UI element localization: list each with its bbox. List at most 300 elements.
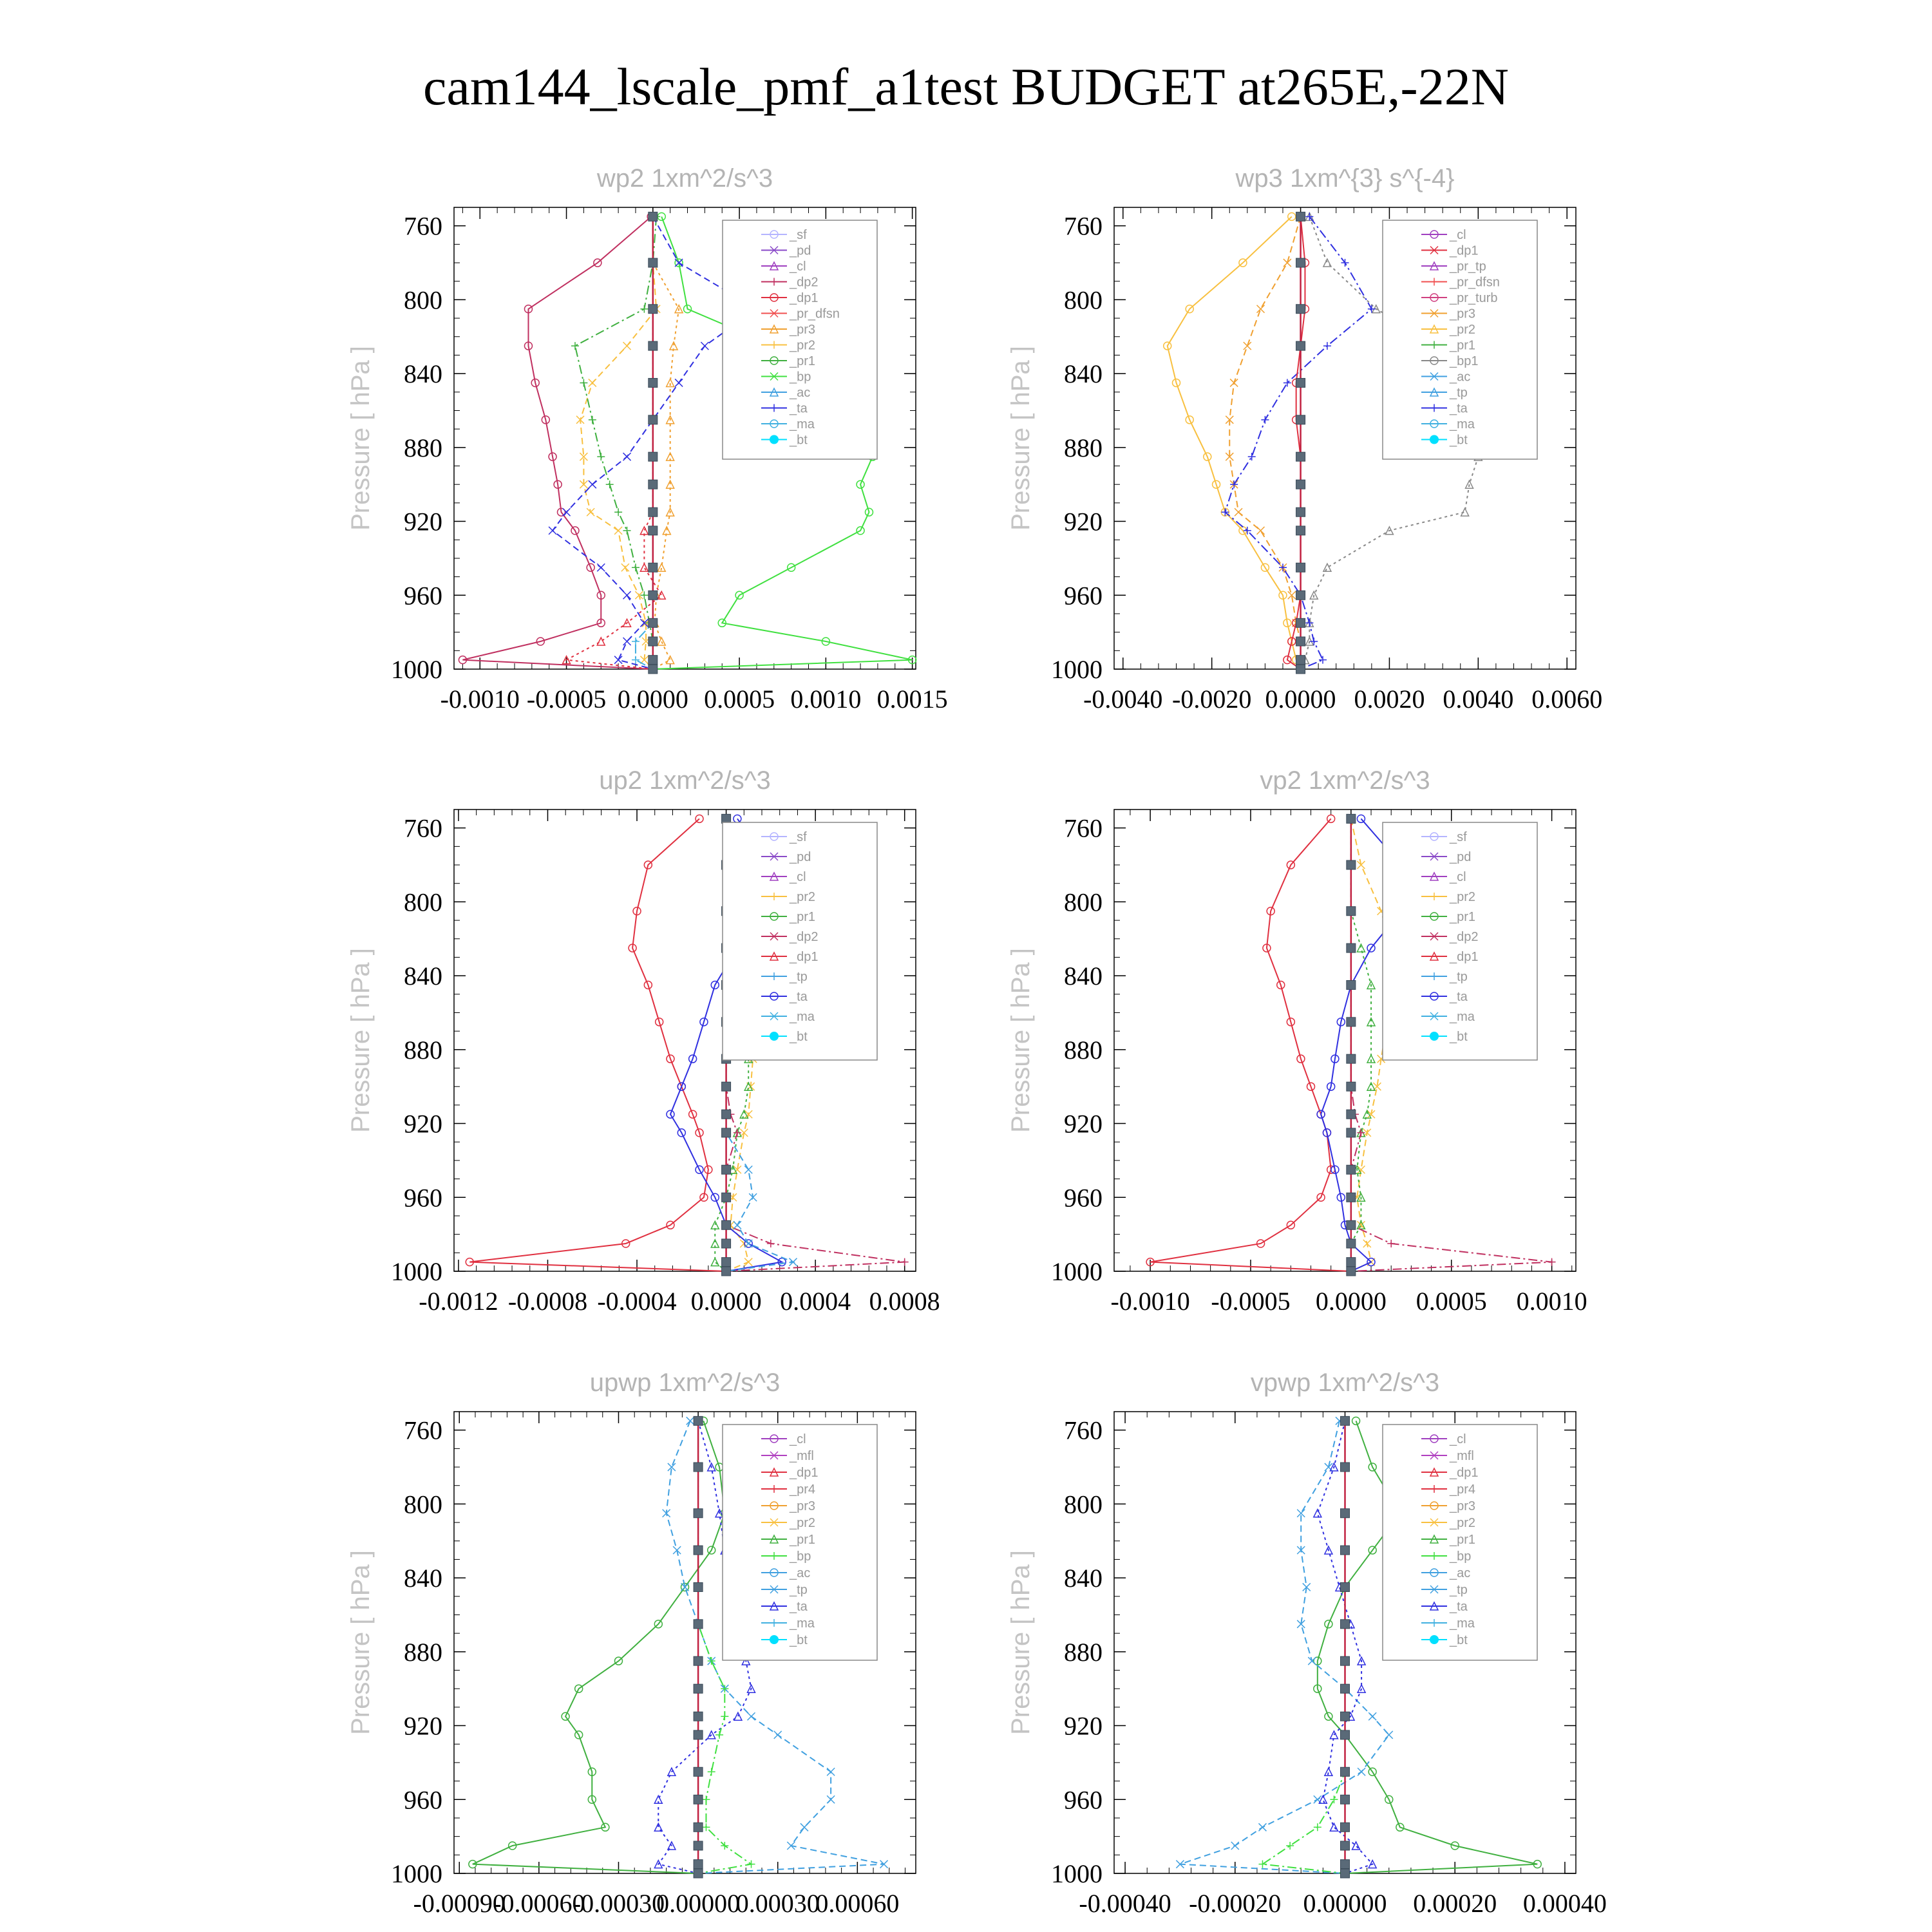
zero-budget-marker [649, 212, 658, 221]
x-tick-label: 0.0015 [876, 685, 948, 714]
data-point [774, 1731, 782, 1739]
y-tick-label: 920 [404, 1711, 442, 1741]
y-tick-label: 920 [1064, 1711, 1103, 1741]
legend-label: _bt [1450, 1030, 1468, 1044]
data-point [1323, 564, 1331, 571]
series-line [653, 216, 679, 669]
legend-label: _bt [790, 1633, 808, 1647]
data-point [589, 379, 596, 386]
legend-label: _pr3 [1450, 307, 1476, 321]
data-point [1286, 1842, 1294, 1850]
data-point [1258, 1861, 1266, 1868]
zero-budget-marker [694, 1767, 703, 1776]
zero-budget-marker [649, 452, 658, 461]
data-point [721, 1712, 728, 1720]
x-tick-label: 0.0000 [1315, 1287, 1387, 1316]
data-point [744, 1166, 752, 1173]
zero-budget-marker [694, 1712, 703, 1721]
data-point [580, 379, 587, 386]
chart-panel-5 [346, 1368, 916, 1918]
legend-label: _ma [790, 417, 815, 431]
legend-label: _dp1 [790, 291, 819, 305]
legend-label: _pr1 [790, 354, 816, 368]
y-tick-label: 840 [1064, 1564, 1103, 1593]
legend-label: _ma [1450, 417, 1475, 431]
x-tick-label: 0.0000 [617, 685, 688, 714]
legend-label: _dp1 [790, 1466, 819, 1480]
data-point [1319, 656, 1327, 664]
zero-budget-marker [1341, 1463, 1350, 1472]
legend-label: _sf [790, 228, 807, 242]
x-tick-label: -0.00060 [493, 1889, 585, 1918]
data-point [901, 1258, 909, 1266]
y-tick-label: 880 [1064, 1637, 1103, 1667]
legend-label: _mfl [1450, 1449, 1474, 1463]
legend-label: _pr3 [790, 1499, 816, 1513]
zero-budget-marker [649, 258, 658, 267]
x-tick-label: -0.0004 [597, 1287, 677, 1316]
legend-label: _ac [790, 386, 811, 400]
zero-budget-marker [694, 1795, 703, 1804]
x-tick-label: 0.00060 [815, 1889, 900, 1918]
legend-label: _tp [790, 1583, 808, 1597]
legend-label: _tp [1450, 1583, 1468, 1597]
y-tick-label: 960 [1064, 581, 1103, 611]
data-point [1314, 1510, 1321, 1517]
chart-main-title: cam144_lscale_pmf_a1test BUDGET at265E,-22N [423, 57, 1509, 116]
y-tick-label: 920 [404, 1109, 442, 1139]
series-dp1 [1283, 213, 1309, 673]
legend-label: _dp2 [790, 275, 819, 290]
zero-budget-marker [649, 637, 658, 646]
data-point [658, 638, 665, 645]
data-point [1258, 1823, 1266, 1831]
zero-budget-marker [1341, 1620, 1350, 1629]
legend-label: _dp1 [1450, 1466, 1479, 1480]
zero-budget-marker [1341, 1795, 1350, 1804]
legend-label: _bt [1450, 1633, 1468, 1647]
data-point [827, 1768, 835, 1776]
legend-label: _cl [1450, 1432, 1466, 1446]
x-tick-label: -0.00090 [413, 1889, 506, 1918]
data-point [1257, 527, 1265, 535]
zero-budget-marker [1341, 1509, 1350, 1518]
data-point [571, 342, 579, 350]
legend-label: _pr2 [1450, 890, 1476, 904]
data-point [640, 527, 648, 535]
series-line [469, 819, 726, 1271]
data-point [587, 508, 594, 516]
zero-budget-marker [694, 1620, 703, 1629]
legend-marker [770, 435, 779, 444]
legend-label: _pr_tp [1450, 260, 1486, 274]
legend-label: _ac [790, 1566, 811, 1580]
series-line [567, 216, 662, 669]
legend-label: _ta [790, 1600, 808, 1614]
legend-label: _pr3 [790, 323, 816, 337]
zero-budget-marker [649, 526, 658, 535]
data-point [1283, 259, 1291, 267]
zero-budget-marker [1296, 378, 1305, 387]
y-tick-label: 1000 [1051, 1859, 1103, 1888]
zero-budget-marker [1347, 860, 1356, 869]
panel-title: wp2 1xm^2/s^3 [596, 164, 773, 193]
y-tick-label: 960 [404, 1785, 442, 1815]
data-point [748, 1861, 755, 1868]
zero-budget-marker [722, 814, 731, 823]
legend-label: _ta [1450, 1600, 1468, 1614]
data-point [1235, 508, 1242, 516]
legend-label: _tp [1450, 970, 1468, 984]
legend-label: _ac [1450, 1566, 1471, 1580]
zero-budget-marker [722, 1220, 731, 1229]
data-point [701, 342, 708, 350]
zero-budget-marker [694, 1730, 703, 1739]
x-tick-label: -0.0010 [440, 685, 520, 714]
legend-label: _sf [790, 830, 807, 844]
data-point [744, 1240, 752, 1247]
zero-budget-marker [1347, 1258, 1356, 1267]
chart-panel-2 [1007, 164, 1602, 714]
zero-budget-marker [1341, 1582, 1350, 1591]
zero-budget-marker [722, 1193, 731, 1202]
zero-budget-marker [722, 1082, 731, 1091]
y-tick-label: 1000 [1051, 1257, 1103, 1286]
data-point [827, 1795, 835, 1803]
zero-budget-marker [649, 378, 658, 387]
zero-budget-marker [649, 656, 658, 665]
zero-budget-marker [1347, 907, 1356, 916]
zero-budget-marker [1341, 1546, 1350, 1555]
zero-budget-marker [1347, 1054, 1356, 1063]
series-line [575, 216, 656, 669]
data-point [1323, 342, 1331, 350]
data-point [1357, 944, 1365, 952]
zero-budget-marker [649, 618, 658, 627]
y-tick-label: 880 [404, 1637, 442, 1667]
data-point [715, 1731, 723, 1739]
zero-budget-marker [1296, 563, 1305, 572]
zero-budget-marker [1347, 1082, 1356, 1091]
legend-label: _bp [790, 370, 811, 384]
y-axis-label: Pressure [ hPa ] [1007, 948, 1035, 1133]
legend-label: _dp2 [1450, 930, 1479, 944]
zero-budget-marker [694, 1684, 703, 1693]
zero-budget-marker [649, 563, 658, 572]
zero-budget-marker [1341, 1841, 1350, 1850]
zero-budget-marker [694, 1582, 703, 1591]
panel-title: vp2 1xm^2/s^3 [1260, 766, 1430, 795]
x-tick-label: 0.0010 [1516, 1287, 1587, 1316]
x-tick-label: 0.00000 [656, 1889, 741, 1918]
zero-budget-marker [1341, 1823, 1350, 1832]
legend-marker [770, 1032, 779, 1041]
zero-budget-marker [694, 1841, 703, 1850]
legend-label: _ta [1450, 990, 1468, 1004]
legend-label: _pr_dfsn [1450, 275, 1500, 290]
zero-budget-marker [1296, 665, 1305, 674]
zero-budget-marker [694, 1860, 703, 1869]
data-point [675, 379, 683, 386]
data-point [623, 527, 631, 535]
x-tick-label: -0.00030 [572, 1889, 665, 1918]
zero-budget-marker [1341, 1684, 1350, 1693]
y-tick-label: 960 [1064, 1785, 1103, 1815]
data-point [1248, 453, 1256, 460]
panel-title: upwp 1xm^2/s^3 [589, 1368, 781, 1397]
legend-label: _pr3 [1450, 1499, 1476, 1513]
y-tick-label: 760 [404, 813, 442, 843]
legend-label: _cl [1450, 870, 1466, 884]
zero-budget-marker [694, 1823, 703, 1832]
data-point [632, 564, 639, 571]
zero-budget-marker [1296, 305, 1305, 314]
zero-budget-marker [1347, 1193, 1356, 1202]
zero-budget-marker [1296, 341, 1305, 350]
data-point [711, 1221, 719, 1229]
legend-label: _pr4 [790, 1482, 816, 1497]
zero-budget-marker [722, 1128, 731, 1137]
data-point [1310, 638, 1318, 645]
zero-budget-marker [1347, 1267, 1356, 1276]
data-point [1261, 416, 1269, 424]
y-axis-label: Pressure [ hPa ] [1007, 346, 1035, 531]
zero-budget-marker [649, 415, 658, 424]
zero-budget-marker [1296, 212, 1305, 221]
legend-marker [1430, 435, 1439, 444]
y-tick-label: 880 [404, 433, 442, 462]
data-point [1244, 342, 1251, 350]
zero-budget-marker [722, 1165, 731, 1174]
zero-budget-marker [1341, 1712, 1350, 1721]
series-pr1 [469, 1417, 728, 1877]
y-tick-label: 760 [1064, 1416, 1103, 1445]
zero-budget-marker [1296, 637, 1305, 646]
data-point [1368, 1712, 1376, 1720]
x-tick-label: -0.00040 [1079, 1889, 1171, 1918]
zero-budget-marker [694, 1463, 703, 1472]
legend-label: _pr1 [1450, 1533, 1476, 1547]
y-tick-label: 920 [404, 507, 442, 536]
x-tick-label: 0.0008 [869, 1287, 940, 1316]
zero-budget-marker [1347, 1165, 1356, 1174]
data-point [1387, 1240, 1395, 1247]
data-point [614, 527, 622, 535]
chart-panel-4 [1007, 766, 1587, 1316]
zero-budget-marker [722, 1110, 731, 1119]
legend-label: _bt [790, 433, 808, 448]
data-point [614, 508, 622, 516]
legend-label: _tp [790, 970, 808, 984]
x-tick-label: 0.00020 [1413, 1889, 1497, 1918]
legend-marker [1430, 1032, 1439, 1041]
data-point [589, 416, 596, 424]
y-axis-label: Pressure [ hPa ] [346, 1550, 375, 1735]
zero-budget-marker [649, 507, 658, 516]
zero-budget-marker [1296, 526, 1305, 535]
zero-budget-marker [1347, 814, 1356, 823]
legend-label: _pr2 [1450, 1516, 1476, 1530]
zero-budget-marker [1296, 507, 1305, 516]
legend-label: _pr2 [1450, 323, 1476, 337]
legend-label: _bt [1450, 433, 1468, 448]
x-tick-label: 0.0004 [780, 1287, 851, 1316]
x-tick-label: 0.0005 [704, 685, 775, 714]
data-point [744, 1258, 752, 1266]
x-tick-label: 0.0020 [1354, 685, 1425, 714]
data-point [767, 1240, 775, 1247]
y-tick-label: 760 [1064, 211, 1103, 241]
x-tick-label: -0.0008 [507, 1287, 588, 1316]
legend-label: _pr_turb [1450, 291, 1498, 305]
zero-budget-marker [1296, 480, 1305, 489]
legend-label: _ta [790, 401, 808, 416]
legend-marker [770, 1635, 779, 1644]
zero-budget-marker [649, 480, 658, 489]
data-point [597, 453, 605, 460]
panel-title: vpwp 1xm^2/s^3 [1250, 1368, 1440, 1397]
legend-label: _bt [790, 1030, 808, 1044]
data-point [623, 638, 631, 645]
legend-label: _pd [1450, 850, 1472, 864]
zero-budget-marker [649, 591, 658, 600]
y-tick-label: 760 [404, 1416, 442, 1445]
zero-budget-marker [1341, 1869, 1350, 1878]
zero-budget-marker [1347, 1110, 1356, 1119]
x-tick-label: 0.0000 [690, 1287, 762, 1316]
y-tick-label: 800 [1064, 285, 1103, 315]
legend-label: _ma [1450, 1616, 1475, 1631]
zero-budget-marker [722, 1267, 731, 1276]
series-pr2 [1164, 213, 1305, 673]
data-point [1368, 305, 1376, 313]
legend-label: _pd [790, 243, 811, 258]
y-tick-label: 840 [1064, 961, 1103, 991]
series-line [636, 216, 653, 669]
legend-label: _bp [790, 1549, 811, 1564]
data-point [1330, 1795, 1338, 1803]
zero-budget-marker [722, 1239, 731, 1248]
y-tick-label: 1000 [391, 1257, 442, 1286]
x-tick-label: -0.0020 [1172, 685, 1252, 714]
chart-panel-3 [346, 766, 940, 1316]
series-pr1 [571, 213, 660, 673]
y-tick-label: 960 [404, 1183, 442, 1213]
zero-budget-marker [1341, 1767, 1350, 1776]
zero-budget-marker [1341, 1860, 1350, 1869]
y-tick-label: 880 [1064, 433, 1103, 462]
y-tick-label: 880 [1064, 1035, 1103, 1065]
zero-budget-marker [694, 1416, 703, 1425]
series-line [473, 1421, 724, 1873]
data-point [1305, 619, 1313, 627]
data-point [1385, 1731, 1393, 1739]
y-tick-label: 840 [404, 961, 442, 991]
x-tick-label: -0.0010 [1110, 1287, 1190, 1316]
x-tick-label: -0.0040 [1083, 685, 1163, 714]
legend-marker [1430, 1635, 1439, 1644]
zero-budget-marker [1296, 258, 1305, 267]
zero-budget-marker [1347, 980, 1356, 989]
y-tick-label: 840 [1064, 359, 1103, 389]
legend-label: _cl [1450, 228, 1466, 242]
y-tick-label: 840 [404, 1564, 442, 1593]
y-tick-label: 800 [404, 285, 442, 315]
legend-label: _cl [790, 870, 806, 884]
y-tick-label: 840 [404, 359, 442, 389]
series-pr3 [1226, 213, 1304, 673]
legend-label: _ta [790, 990, 808, 1004]
y-tick-label: 760 [1064, 813, 1103, 843]
data-point [623, 342, 631, 350]
legend-label: _tp [1450, 386, 1468, 400]
x-tick-label: 0.00000 [1303, 1889, 1387, 1918]
zero-budget-marker [722, 1258, 731, 1267]
data-point [1358, 1768, 1365, 1776]
data-point [667, 656, 674, 664]
series-line [1168, 216, 1301, 669]
zero-budget-marker [1296, 415, 1305, 424]
x-tick-label: 0.00030 [735, 1889, 820, 1918]
data-point [1283, 379, 1291, 386]
data-point [734, 1129, 741, 1137]
zero-budget-marker [649, 341, 658, 350]
data-point [1231, 1842, 1239, 1850]
panel-title: wp3 1xm^{3} s^{-4} [1235, 164, 1455, 193]
series-line [1262, 1421, 1345, 1873]
zero-budget-marker [1341, 1730, 1350, 1739]
x-tick-label: 0.00040 [1522, 1889, 1607, 1918]
data-point [748, 1712, 755, 1720]
x-tick-label: -0.0012 [419, 1287, 498, 1316]
y-axis-label: Pressure [ hPa ] [346, 948, 375, 1133]
legend-label: _ma [790, 1010, 815, 1024]
y-tick-label: 880 [404, 1035, 442, 1065]
legend-label: _bp [1450, 1549, 1472, 1564]
x-tick-label: 0.0010 [790, 685, 862, 714]
legend-label: _pr2 [790, 1516, 816, 1530]
y-tick-label: 920 [1064, 1109, 1103, 1139]
legend-label: _dp1 [1450, 243, 1479, 258]
series-dp1 [1146, 815, 1355, 1275]
zero-budget-marker [1341, 1656, 1350, 1665]
x-tick-label: 0.0040 [1443, 685, 1514, 714]
y-axis-label: Pressure [ hPa ] [1007, 1550, 1035, 1735]
data-point [1308, 1657, 1316, 1665]
series-line [1150, 819, 1351, 1271]
data-point [623, 591, 631, 599]
legend-label: _ma [790, 1616, 815, 1631]
data-point [632, 638, 639, 645]
legend-label: _pr1 [1450, 338, 1476, 353]
legend-label: _pr2 [790, 890, 816, 904]
chart-panel-6 [1007, 1368, 1607, 1918]
legend-label: _mfl [790, 1449, 814, 1463]
y-tick-label: 960 [1064, 1183, 1103, 1213]
data-point [1257, 305, 1265, 313]
data-point [606, 480, 614, 488]
data-point [597, 564, 605, 571]
y-tick-label: 800 [404, 1490, 442, 1519]
legend-label: _sf [1450, 830, 1467, 844]
y-tick-label: 920 [1064, 507, 1103, 536]
series-pr2 [576, 213, 660, 673]
zero-budget-marker [1347, 1220, 1356, 1229]
zero-budget-marker [1296, 656, 1305, 665]
zero-budget-marker [1347, 1018, 1356, 1027]
panel-title: up2 1xm^2/s^3 [599, 766, 771, 795]
legend-label: _cl [790, 260, 806, 274]
